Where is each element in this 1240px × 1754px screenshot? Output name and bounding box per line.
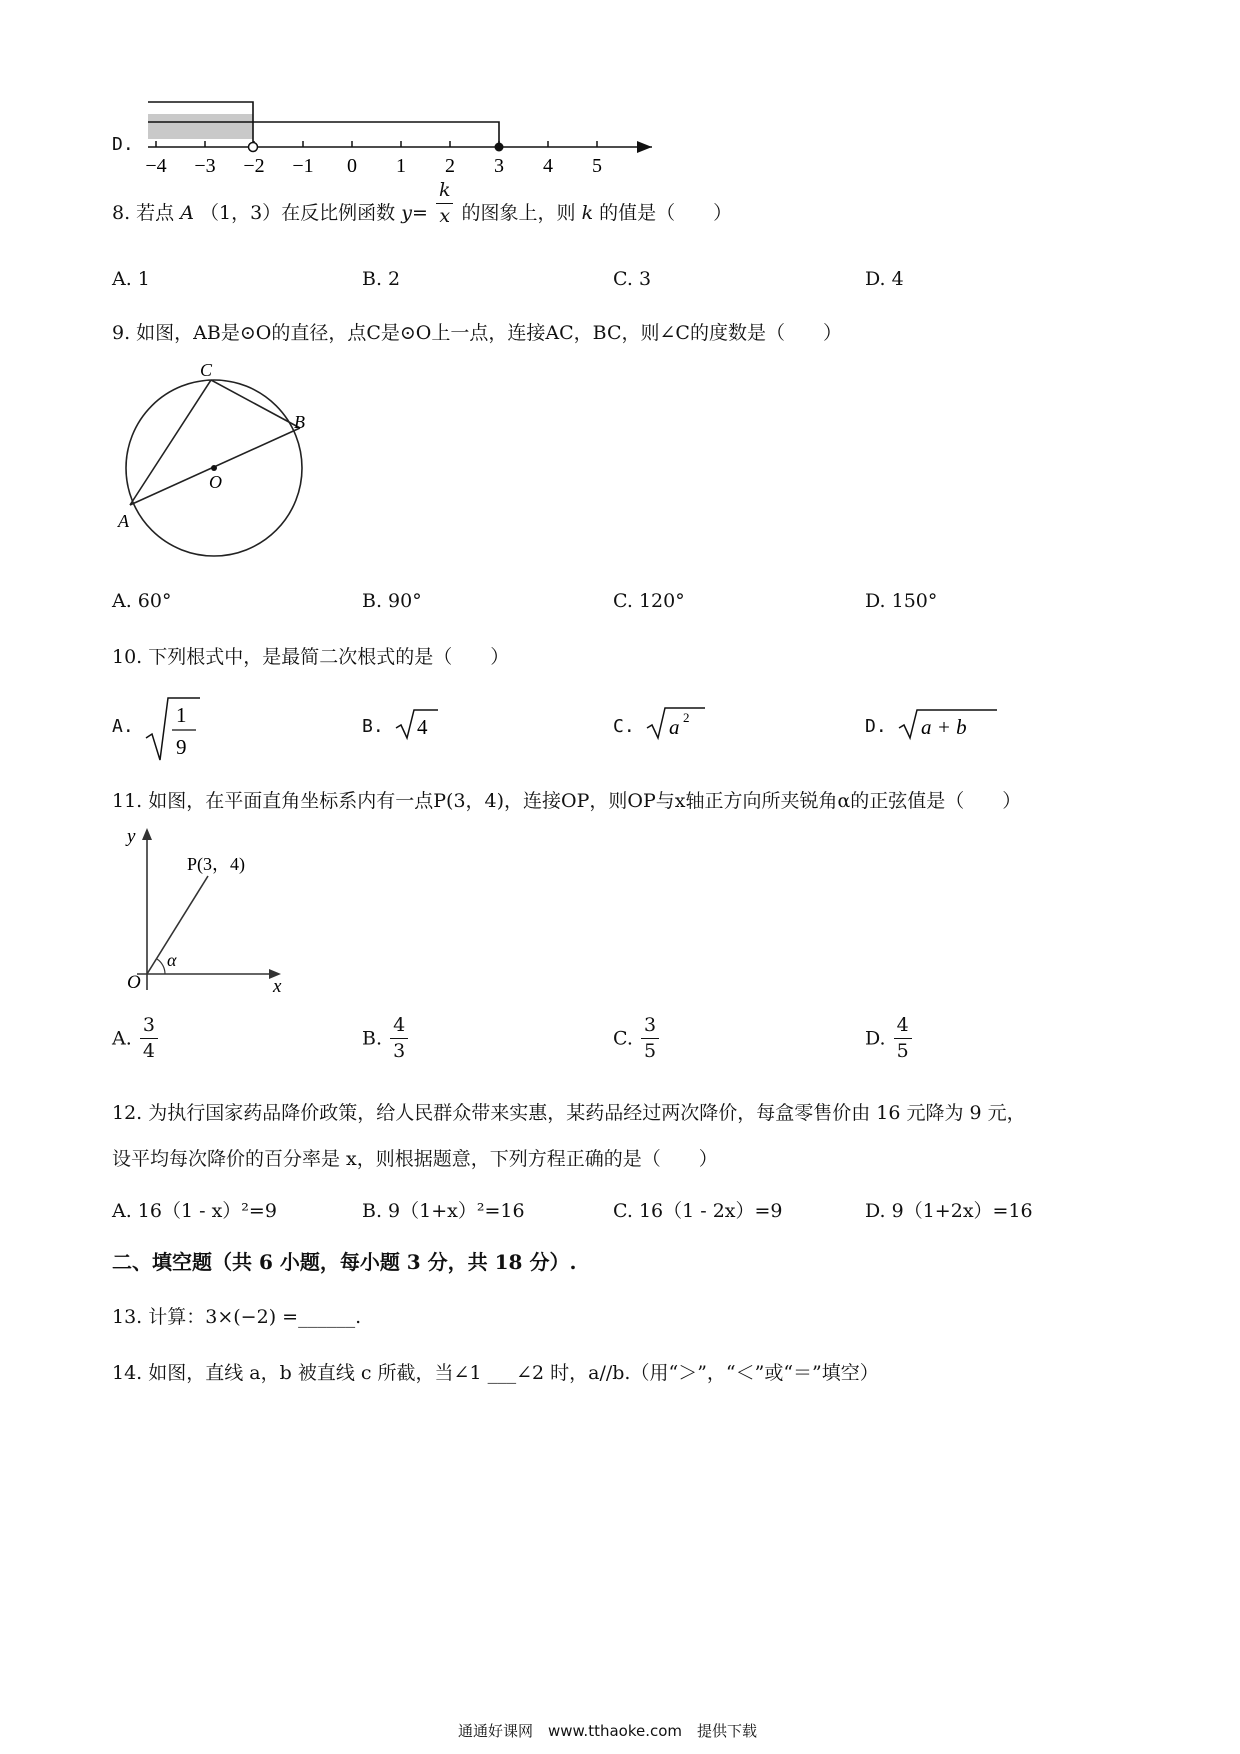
q7-option-d — [112, 92, 672, 180]
label-c: C — [200, 362, 213, 380]
q8-option-d: D. 4 — [865, 268, 904, 290]
q11-option-c — [613, 1016, 661, 1061]
q11-option-b-label: B. — [362, 1027, 383, 1050]
q10-option-d-label: D. — [865, 716, 887, 737]
section-2-title: 二、填空题（共 6 小题，每小题 3 分，共 18 分）. — [112, 1250, 577, 1274]
number-line-tick-label: −2 — [243, 155, 265, 177]
center-point — [211, 465, 217, 471]
label-o: O — [209, 472, 222, 492]
q9-circle-figure — [110, 362, 330, 562]
q8-stem-prefix: 8. 若点 — [112, 202, 175, 224]
q13-answer-blank: ______. — [298, 1306, 362, 1328]
number-line-tick-label: 4 — [543, 155, 553, 177]
q13-expression: 3×(−2) = — [205, 1306, 299, 1328]
q10-sqrt-a — [144, 694, 204, 764]
number-line-figure — [112, 92, 672, 180]
chord-bc — [211, 380, 300, 428]
label-alpha: α — [167, 950, 177, 970]
label-p: P(3，4) — [187, 854, 245, 874]
axis-arrow — [637, 141, 652, 153]
q12-option-c: C. 16（1 - 2x）=9 — [613, 1200, 783, 1222]
number-line-tick-label: 0 — [347, 155, 357, 177]
q11-coordinate-figure — [115, 820, 315, 1000]
label-x: x — [273, 976, 282, 997]
closed-point — [495, 143, 504, 152]
label-origin: O — [127, 972, 141, 993]
shaded-region — [148, 114, 253, 139]
q10-option-c-label: C. — [613, 716, 635, 737]
q8-option-b: B. 2 — [362, 268, 401, 290]
q11-fraction-d: $\frac{4}{5}$ — [894, 1016, 912, 1061]
open-point — [249, 143, 258, 152]
q11-option-d-label: D. — [865, 1027, 886, 1050]
q13-stem — [112, 1302, 361, 1329]
segment-op — [147, 876, 208, 974]
q8-option-c: C. 3 — [613, 268, 652, 290]
svg-text:a + b: a + b — [921, 715, 967, 739]
label-b: B — [294, 412, 305, 432]
svg-text:2: 2 — [683, 710, 690, 725]
q11-fraction-a: $\frac{3}{4}$ — [140, 1016, 158, 1061]
q11-option-a — [112, 1016, 160, 1061]
q8-stem-suffix: 的值是（ ） — [599, 202, 733, 224]
q9-option-b: B. 90° — [362, 590, 422, 612]
label-a: A — [118, 511, 129, 531]
q10-option-b-label: B. — [362, 716, 384, 737]
label-y: y — [127, 826, 136, 847]
q8-option-a: A. 1 — [112, 268, 150, 290]
q14-stem: 14. 如图，直线 a，b 被直线 c 所截，当∠1 ___∠2 时，a//b.（用“＞”，“＜”或“＝”填空） — [112, 1362, 879, 1384]
number-line-tick-label: −3 — [194, 155, 216, 177]
q8-eq: = — [411, 202, 428, 224]
q8-fraction — [436, 178, 454, 227]
number-line-tick-label: −4 — [145, 155, 167, 177]
q12-option-b: B. 9（1+x）²=16 — [362, 1200, 525, 1222]
q10-stem: 10. 下列根式中，是最简二次根式的是（ ） — [112, 646, 510, 668]
q8-coords: （1，3）在反比例函数 — [200, 202, 396, 224]
q11-option-c-label: C. — [613, 1027, 633, 1050]
q11-option-b — [362, 1016, 410, 1061]
q12-line-2: 设平均每次降价的百分率是 x，则根据题意，下列方程正确的是（ ） — [112, 1148, 718, 1170]
q11-fraction-b: $\frac{4}{3}$ — [390, 1016, 408, 1061]
svg-text:a: a — [669, 715, 680, 739]
q8-k: k — [581, 202, 594, 224]
q9-stem: 9. 如图，AB是⊙O的直径，点C是⊙O上一点，连接AC，BC，则∠C的度数是（ ） — [112, 322, 842, 344]
q11-stem: 11. 如图，在平面直角坐标系内有一点P(3，4)，连接OP，则OP与x轴正方向所夹锐角α的正弦值是（ ） — [112, 790, 1022, 812]
y-axis-arrow — [142, 828, 152, 840]
q12-option-a: A. 16（1 - x）²=9 — [112, 1200, 277, 1222]
angle-arc — [157, 959, 165, 974]
number-line-tick-label: 2 — [445, 155, 455, 177]
number-line-tick-label: 3 — [494, 155, 504, 177]
q10-option-a-label: A. — [112, 716, 134, 737]
q10-sqrt-b — [394, 694, 454, 764]
number-line-tick-label: 1 — [396, 155, 406, 177]
q8-frac-den: x — [439, 204, 451, 227]
q9-option-a: A. 60° — [112, 590, 172, 612]
svg-text:1: 1 — [176, 703, 187, 727]
q10-sqrt-c — [645, 694, 715, 764]
svg-text:9: 9 — [176, 735, 187, 759]
q8-stem — [112, 178, 733, 227]
q9-option-c: C. 120° — [613, 590, 685, 612]
q11-fraction-c: $\frac{3}{5}$ — [641, 1016, 659, 1061]
q11-option-d — [865, 1016, 914, 1061]
q8-frac-num: k — [436, 181, 454, 204]
q11-option-a-label: A. — [112, 1027, 132, 1050]
q12-line-1: 12. 为执行国家药品降价政策，给人民群众带来实惠，某药品经过两次降价，每盒零售价由 16 元降为 9 元， — [112, 1102, 1026, 1124]
q9-option-d: D. 150° — [865, 590, 938, 612]
number-line-tick-label: 5 — [592, 155, 602, 177]
q8-point: A — [180, 202, 194, 224]
page-footer: 通通好课网 www.tthaoke.com 提供下载 — [458, 1722, 758, 1740]
q7-option-d-label: D. — [112, 134, 134, 155]
q10-sqrt-d — [897, 694, 1007, 764]
q8-stem-mid: 的图象上，则 — [461, 202, 576, 224]
q13-prefix: 13. 计算： — [112, 1306, 206, 1328]
q12-option-d: D. 9（1+2x）=16 — [865, 1200, 1033, 1222]
svg-text:4: 4 — [417, 715, 428, 739]
number-line-tick-label: −1 — [292, 155, 314, 177]
q8-func-y: y — [401, 202, 412, 224]
